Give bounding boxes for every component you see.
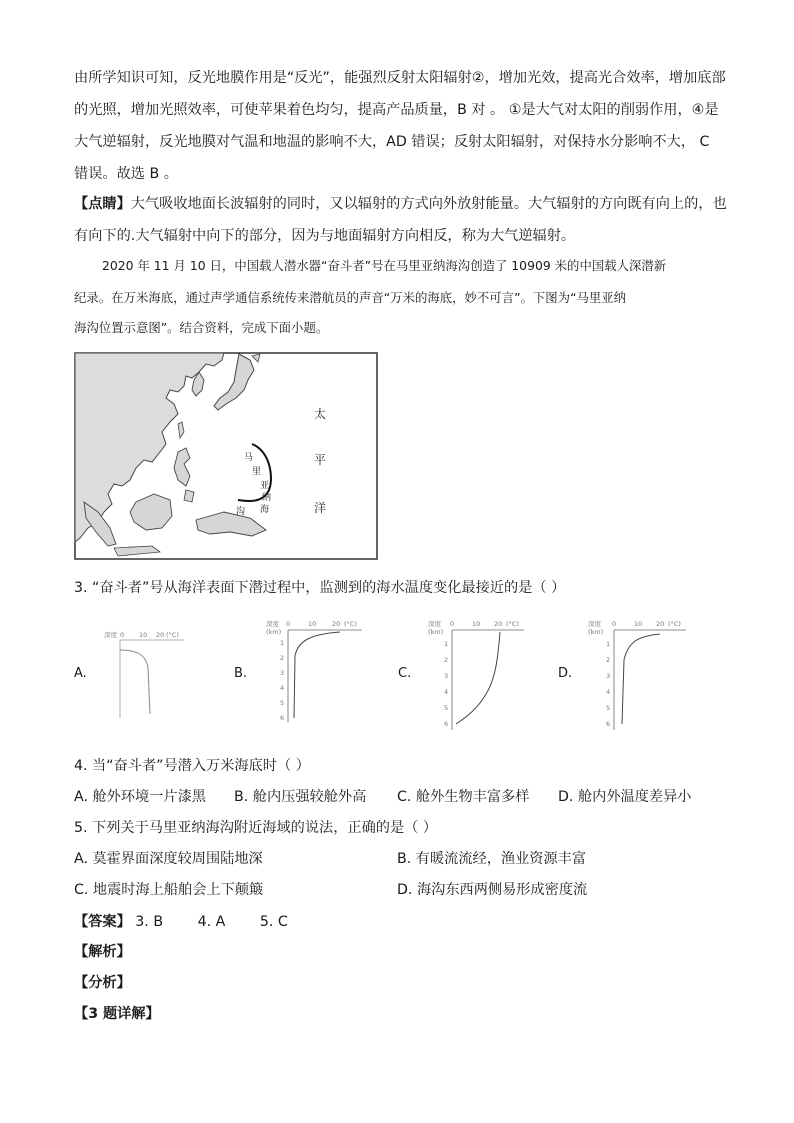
ocean-label-1: 太 [314, 407, 327, 421]
analysis-line-4: 错误。故选 B 。 [74, 166, 178, 182]
tip-line-2: 有向下的.大气辐射中向下的部分，因为与地面辐射方向相反，称为大气逆辐射。 [74, 228, 576, 244]
q3-chart-b [262, 616, 372, 728]
trench-label-2: 里 [252, 467, 262, 477]
mariana-trench-map [74, 352, 378, 560]
q5-option-b: B. 有暖流流经，渔业资源丰富 [397, 851, 587, 867]
q3-text: 3. “奋斗者”号从海洋表面下潜过程中，监测到的海水温度变化最接近的是（ ） [74, 580, 566, 596]
chart-b-tick-10: 10 [308, 620, 317, 628]
q4-option-c: C. 舱外生物丰富多样 [397, 789, 530, 805]
chart-d-tick-10: 10 [634, 620, 643, 628]
chart-b-tick-unit: (°C) [344, 620, 357, 628]
q4-option-d: D. 舱内外温度差异小 [558, 789, 692, 805]
q3-option-c-label: C. [398, 666, 412, 681]
q3-chart-d [584, 616, 694, 734]
q3-option-b-label: B. [234, 666, 248, 681]
chart-c-depth-4: 4 [444, 688, 449, 696]
chart-c-tick-10: 10 [472, 620, 481, 628]
chart-a-tick-10: 10 [139, 631, 148, 639]
chart-d-depth-2: 2 [606, 656, 611, 664]
trench-label-1: 马 [244, 453, 254, 463]
tip-label: 【点睛】 [74, 196, 131, 212]
chart-b-depth-2: 2 [280, 654, 285, 662]
q5-option-c: C. 地震时海上船舶会上下颠簸 [74, 882, 264, 898]
answer-4: 4. A [197, 914, 226, 930]
tip-text-1: 大气吸收地面长波辐射的同时，又以辐射的方式向外放射能量。大气辐射的方向既有向上的，也 [130, 196, 727, 212]
passage-line-3: 海沟位置示意图”。结合资料，完成下面小题。 [74, 320, 329, 335]
answer-label: 【答案】 [74, 914, 131, 930]
trench-label-6: 沟 [236, 507, 246, 517]
analysis-line-2: 的光照，增加光照效率，可使苹果着色均匀，提高产品质量，B 对 。 ①是大气对太阳的削弱作用，④是 [74, 102, 719, 118]
chart-b-depth-4: 4 [280, 684, 285, 692]
chart-d-depth-3: 3 [606, 672, 611, 680]
q4-option-b: B. 舱内压强较舱外高 [234, 789, 367, 805]
q3-chart-c [424, 616, 534, 734]
analysis-line-3: 大气逆辐射，反光地膜对气温和地温的影响不大，AD 错误；反射太阳辐射，对保持水分影响不大， C [74, 134, 710, 150]
chart-a-tick-20: 20 [156, 631, 165, 639]
ocean-label-2: 平 [314, 453, 327, 467]
chart-c-depth-5: 5 [444, 704, 449, 712]
chart-b-depth-5: 5 [280, 699, 285, 707]
chart-c-tick-unit: (°C) [506, 620, 519, 628]
answer-line [74, 911, 302, 931]
chart-c-tick-0: 0 [450, 620, 455, 628]
chart-c-depth-2: 2 [444, 656, 449, 664]
chart-d-tick-20: 20 [656, 620, 665, 628]
q3-option-d-label: D. [558, 666, 573, 681]
chart-a-tick-0: 0 [120, 631, 125, 639]
chart-b-depth-unit: (km) [266, 628, 282, 636]
chart-d-depth-unit: (km) [588, 628, 604, 636]
chart-c-depth-1: 1 [444, 640, 449, 648]
heading-fenxi: 【分析】 [74, 975, 131, 991]
chart-d-depth-1: 1 [606, 640, 611, 648]
analysis-line-1: 由所学知识可知，反光地膜作用是“反光”，能强烈反射太阳辐射②，增加光效，提高光合效率，增加底部 [74, 70, 726, 86]
trench-label-4: 纳 [262, 493, 272, 503]
chart-c-tick-20: 20 [494, 620, 503, 628]
q3-option-a-label: A. [74, 666, 87, 681]
q5-option-d: D. 海沟东西两侧易形成密度流 [397, 882, 588, 898]
chart-c-depth-label: 深度 [428, 620, 441, 628]
passage-line-1: 2020 年 11 月 10 日，中国载人潜水器“奋斗者”号在马里亚纳海沟创造了 10909 米的中国载人深潜新 [102, 258, 667, 273]
heading-jiexi: 【解析】 [74, 944, 131, 960]
chart-b-depth-label: 深度 [266, 620, 279, 628]
chart-b-depth-1: 1 [280, 639, 285, 647]
q5-text: 5. 下列关于马里亚纳海沟附近海域的说法，正确的是（ ） [74, 820, 438, 836]
chart-d-depth-label: 深度 [588, 620, 601, 628]
chart-c-depth-6: 6 [444, 720, 449, 728]
trench-label-3: 亚 [260, 481, 270, 491]
chart-c-depth-unit: (km) [428, 628, 444, 636]
answer-5: 5. C [259, 914, 288, 930]
q5-option-a: A. 莫霍界面深度较周围陆地深 [74, 851, 263, 867]
chart-d-depth-6: 6 [606, 720, 611, 728]
chart-b-tick-20: 20 [332, 620, 341, 628]
q4-text: 4. 当“奋斗者”号潜入万米海底时（ ） [74, 758, 310, 774]
ocean-label-3: 洋 [314, 501, 327, 515]
chart-c-depth-3: 3 [444, 672, 449, 680]
chart-d-depth-5: 5 [606, 704, 611, 712]
chart-a-depth-label: 深度 [104, 631, 117, 639]
chart-b-depth-6: 6 [280, 714, 285, 722]
chart-d-depth-4: 4 [606, 688, 611, 696]
chart-d-tick-0: 0 [612, 620, 617, 628]
heading-q3-detail: 【3 题详解】 [74, 1006, 160, 1022]
answer-3: 3. B [135, 914, 164, 930]
chart-d-tick-unit: (°C) [668, 620, 681, 628]
chart-b-depth-3: 3 [280, 669, 285, 677]
q3-chart-a [96, 628, 196, 724]
q4-option-a: A. 舱外环境一片漆黑 [74, 789, 206, 805]
chart-b-tick-0: 0 [286, 620, 291, 628]
passage-line-2: 纪录。在万米海底，通过声学通信系统传来潜航员的声音“万米的海底，妙不可言”。下图为“马里亚纳 [74, 290, 627, 305]
chart-a-tick-unit: (°C) [166, 631, 179, 639]
tip-line-1 [74, 188, 727, 220]
trench-label-5: 海 [260, 505, 270, 515]
